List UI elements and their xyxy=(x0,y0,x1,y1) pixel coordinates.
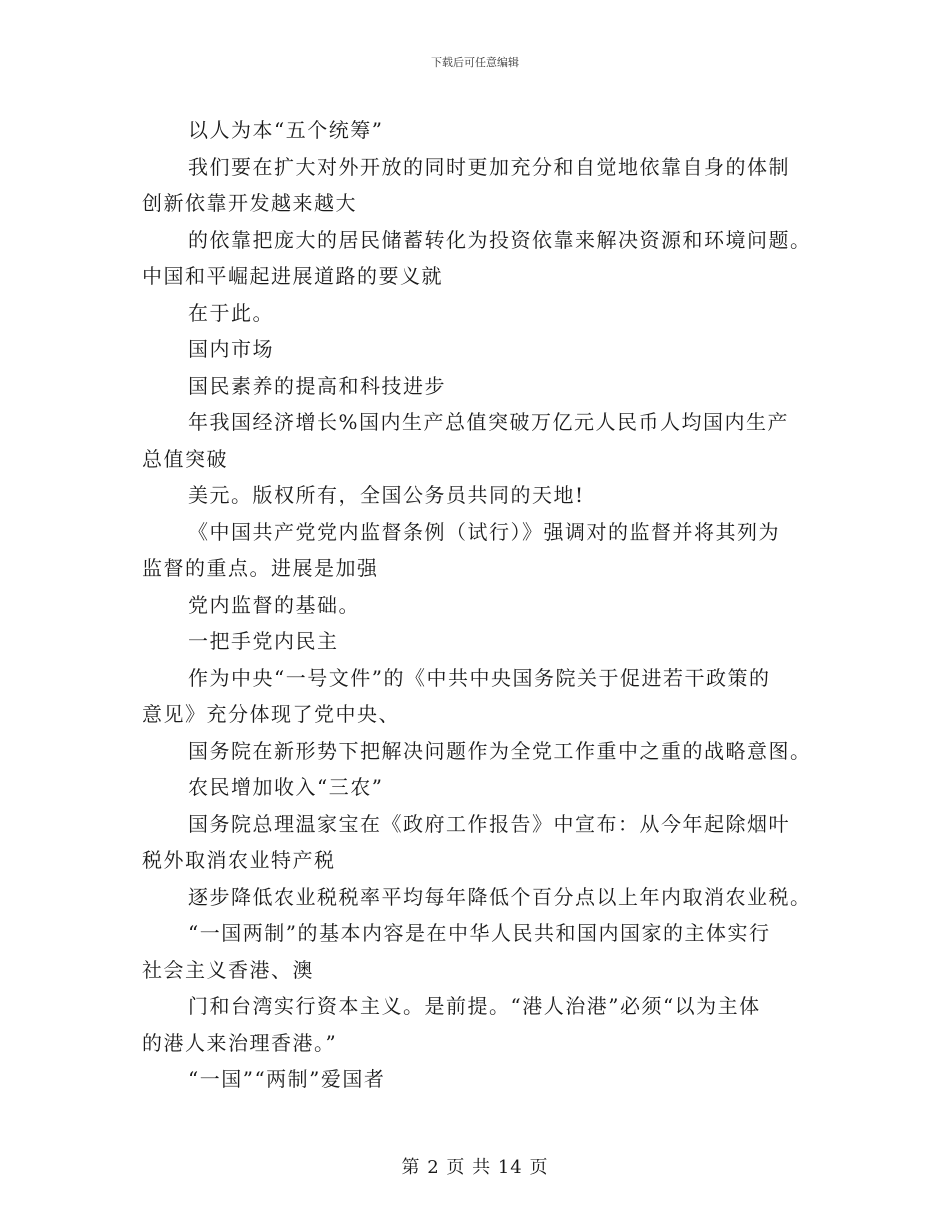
page-footer: 第 2 页 共 14 页 xyxy=(401,1157,549,1178)
text-line: 美元。版权所有，全国公务员共同的天地! xyxy=(188,483,585,507)
text-line: “一国两制”的基本内容是在中华人民共和国内国家的主体实行 xyxy=(188,921,771,945)
text-line: 国内市场 xyxy=(188,337,274,361)
text-line: 作为中央“一号文件”的《中共中央国务院关于促进若干政策的 xyxy=(188,665,771,690)
text-line: 农民增加收入“三农” xyxy=(188,775,384,799)
text-line: 以人为本“五个统筹” xyxy=(188,118,384,142)
text-line: 逐步降低农业税税率平均每年降低个百分点以上年内取消农业税。 xyxy=(188,884,812,909)
text-line: 国务院总理温家宝在《政府工作报告》中宣布：从今年起除烟叶 xyxy=(188,811,790,836)
text-line: 意见》充分体现了党中央、 xyxy=(142,702,400,726)
text-line: 国务院在新形势下把解决问题作为全党工作重中之重的战略意图。 xyxy=(188,738,812,763)
text-line: 在于此。 xyxy=(188,300,274,325)
text-line: 《中国共产党党内监督条例（试行）》强调对的监督并将其列为 xyxy=(188,519,780,544)
text-line: 年我国经济增长%国内生产总值突破万亿元人民币人均国内生产 xyxy=(188,410,790,434)
text-line: 一把手党内民主 xyxy=(188,629,339,653)
text-line: 创新依靠开发越来越大 xyxy=(142,191,357,215)
text-line: 门和台湾实行资本主义。是前提。“港人治港”必须“以为主体 xyxy=(188,994,761,1018)
document-body xyxy=(142,112,812,1098)
text-line: 的港人来治理香港。” xyxy=(142,1030,338,1055)
page-header: 下载后可任意编辑 xyxy=(431,56,519,69)
text-line: 监督的重点。进展是加强 xyxy=(142,556,379,580)
text-line: 中国和平崛起进展道路的要义就 xyxy=(142,264,443,288)
text-line: 税外取消农业特产税 xyxy=(142,848,336,872)
text-line: “一国”“两制”爱国者 xyxy=(188,1067,386,1091)
text-line: 社会主义香港、澳 xyxy=(142,957,314,982)
text-line: 的依靠把庞大的居民储蓄转化为投资依靠来解决资源和环境问题。 xyxy=(188,227,812,252)
text-line: 我们要在扩大对外开放的同时更加充分和自觉地依靠自身的体制 xyxy=(188,154,790,179)
text-line: 党内监督的基础。 xyxy=(188,592,360,617)
text-line: 总值突破 xyxy=(142,446,228,471)
text-line: 国民素养的提高和科技进步 xyxy=(188,373,446,398)
